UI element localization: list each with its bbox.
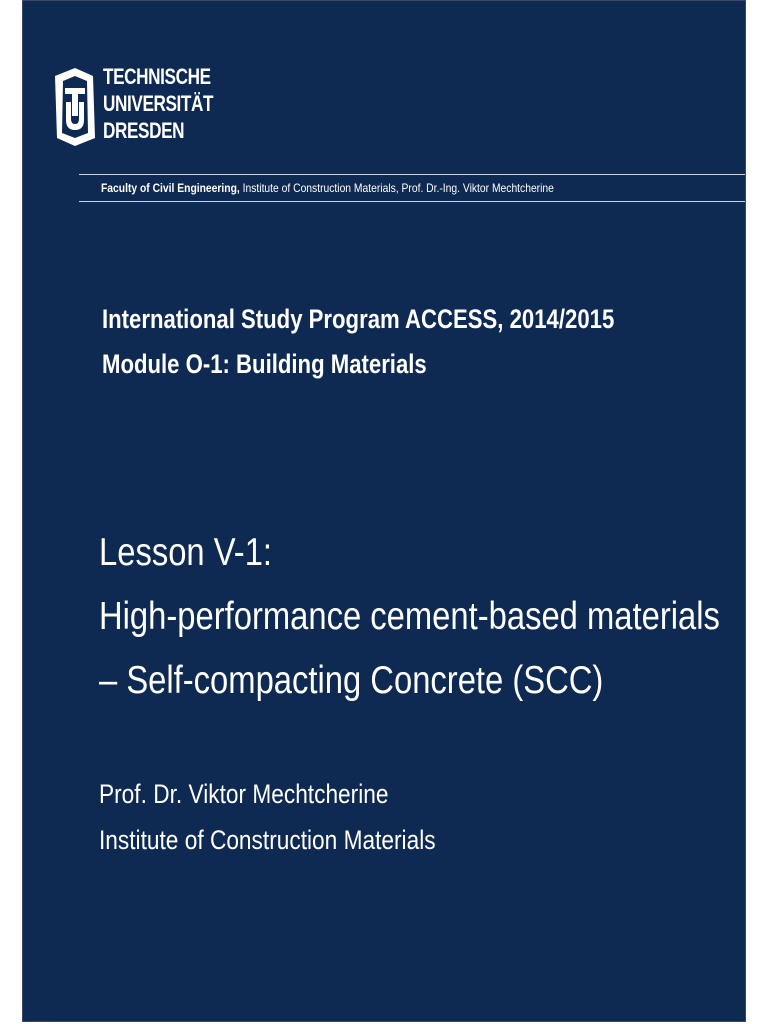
lesson-title bbox=[99, 521, 720, 713]
author-institute: Institute of Construction Materials bbox=[99, 825, 436, 855]
author-name: Prof. Dr. Viktor Mechtcherine bbox=[99, 779, 389, 809]
logo-line-2: UNIVERSITÄT bbox=[103, 91, 214, 116]
lesson-topic: High-performance cement-based materials bbox=[99, 595, 720, 638]
header-divider-bottom bbox=[79, 201, 745, 202]
faculty-line bbox=[101, 180, 554, 196]
university-name bbox=[103, 63, 213, 144]
module-title: Module O-1: Building Materials bbox=[102, 349, 427, 379]
faculty-details: Institute of Construction Materials, Prof. Dr.-Ing. Viktor Mechtcherine bbox=[239, 181, 554, 195]
author-block bbox=[99, 771, 436, 863]
tu-dresden-logo-icon bbox=[53, 66, 97, 148]
program-title: International Study Program ACCESS, 2014/2015 bbox=[102, 304, 615, 334]
lesson-subtopic: – Self-compacting Concrete (SCC) bbox=[99, 659, 604, 702]
slide-page bbox=[22, 0, 746, 1022]
lesson-number: Lesson V-1: bbox=[99, 531, 273, 574]
program-heading bbox=[102, 297, 614, 387]
logo-line-3: DRESDEN bbox=[103, 118, 185, 143]
faculty-name: Faculty of Civil Engineering, bbox=[101, 181, 240, 195]
university-logo bbox=[53, 63, 213, 151]
header-divider-top bbox=[79, 174, 745, 175]
logo-line-1: TECHNISCHE bbox=[103, 64, 211, 89]
